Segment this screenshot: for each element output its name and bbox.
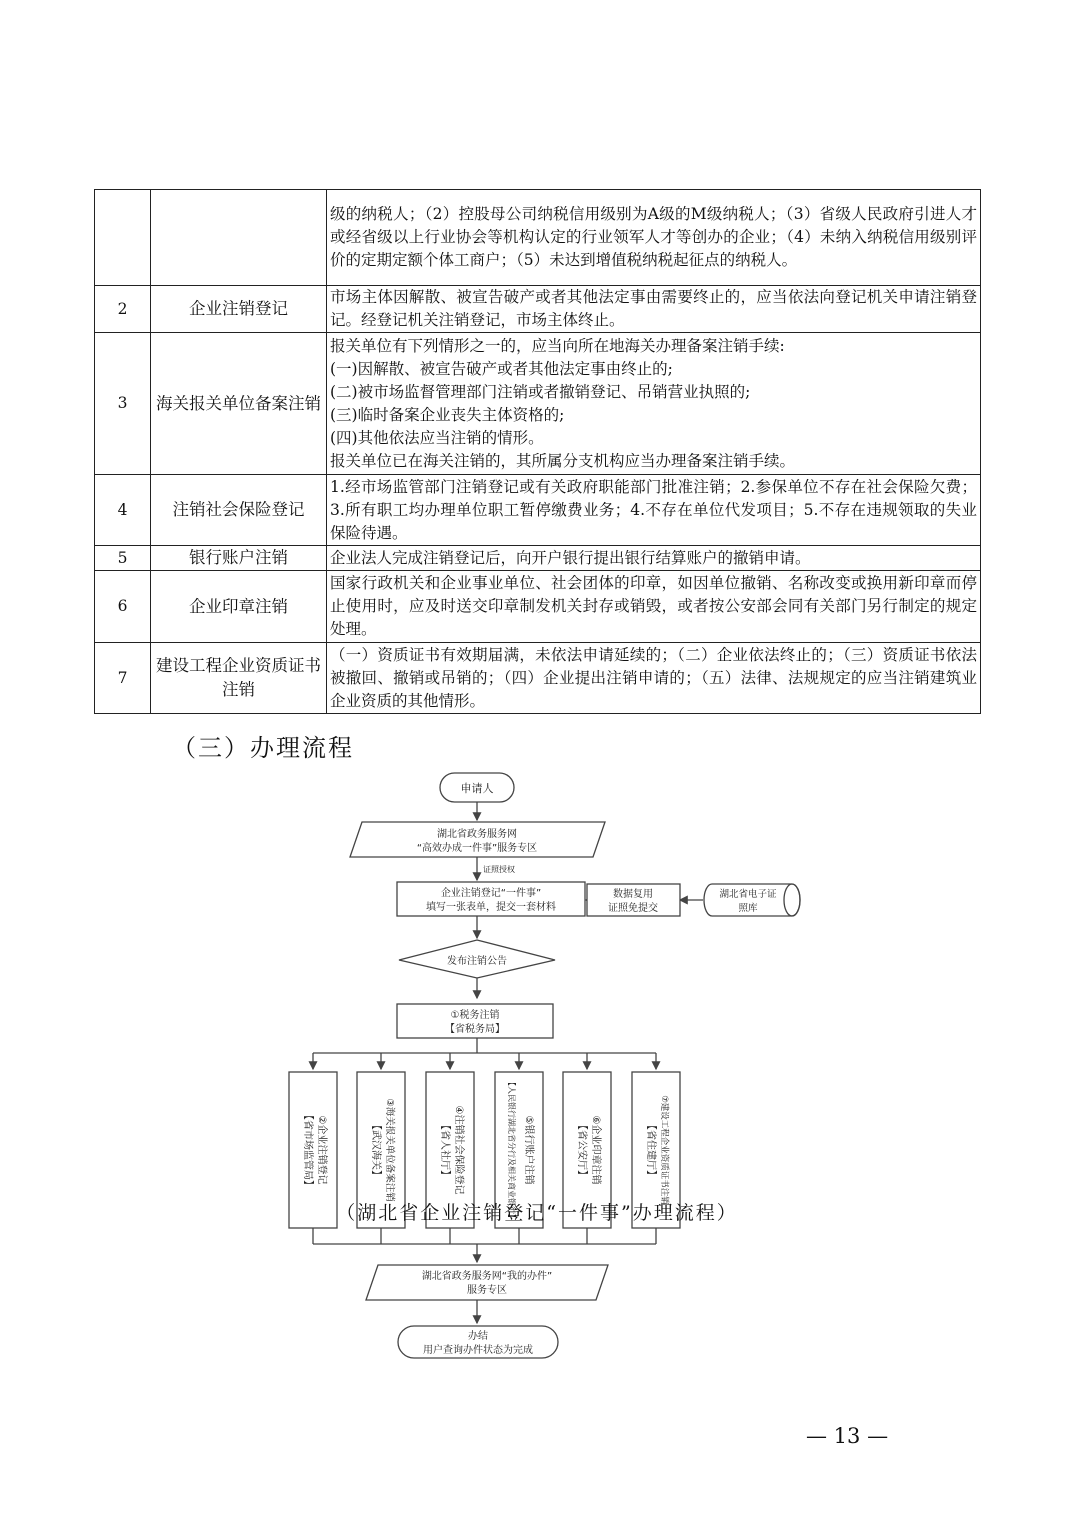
branch-6-agency: 【省住建厅】 xyxy=(645,1120,656,1180)
row-number xyxy=(95,190,151,286)
process-flowchart xyxy=(280,768,820,1368)
result-line1: 湖北省政务服务网“我的办件” xyxy=(421,1271,553,1282)
condition-line: (四)其他依法应当注销的情形。 xyxy=(330,428,544,447)
db-line2: 照库 xyxy=(738,903,758,914)
row-number: 5 xyxy=(95,546,151,571)
condition-line: 报关单位已在海关注销的，其所属分支机构应当办理备案注销手续。 xyxy=(330,451,796,470)
table-row xyxy=(95,190,981,286)
row-condition: 级的纳税人；（2）控股母公司纳税信用级别为A级的M级纳税人；（3）省级人民政府引进人才或经省级以上行业协会等机构认定的行业领军人才等创办的企业；（4）未纳入纳税信用级别评价的定期定额个体工商户；（5）未达到增值税纳税起征点的纳税人。 xyxy=(327,190,981,286)
row-condition: 企业法人完成注销登记后，向开户银行提出银行结算账户的撤销申请。 xyxy=(327,546,981,571)
row-item: 海关报关单位备案注销 xyxy=(151,333,327,475)
row-number: 7 xyxy=(95,643,151,714)
table-row xyxy=(95,475,981,546)
end-line2: 用户查询办件状态为完成 xyxy=(423,1345,533,1356)
branch-3-agency: 【省人社厅】 xyxy=(439,1120,450,1180)
table-row xyxy=(95,286,981,333)
db-line1: 湖北省电子证 xyxy=(719,889,777,900)
portal-line2: “高效办成一件事”服务专区 xyxy=(416,843,538,854)
form-line2: 填写一张表单，提交一套材料 xyxy=(426,902,556,913)
branch-2-agency: 【武汉海关】 xyxy=(370,1120,381,1180)
branch-4-agency: 【人民银行湖北省分行及相关商业银行】 xyxy=(507,1078,516,1222)
branch-6-main: ⑦建设工程企业资质证书注销 xyxy=(659,1095,669,1205)
branch-1-agency: 【省市场监管局】 xyxy=(302,1110,313,1190)
row-condition: 1.经市场监管部门注销登记或有关政府职能部门批准注销；2.参保单位不存在社会保险欠费；3.所有职工均办理单位职工暂停缴费业务；4.不存在单位代发项目；5.不存在违规领取的失业保险待遇。 xyxy=(327,475,981,546)
row-condition: 国家行政机关和企业事业单位、社会团体的印章，如因单位撤销、名称改变或换用新印章而停止使用时，应及时送交印章制发机关封存或销毁，或者按公安部会同有关部门另行制定的规定处理。 xyxy=(327,571,981,643)
branch-2-main: ③海关报关单位备案注销 xyxy=(384,1098,395,1202)
row-item: 银行账户注销 xyxy=(151,546,327,571)
reuse-line2: 证照免提交 xyxy=(608,903,658,914)
table-row xyxy=(95,546,981,571)
row-condition xyxy=(327,333,981,475)
row-number: 6 xyxy=(95,571,151,643)
table-row xyxy=(95,333,981,475)
announce-label: 发布注销公告 xyxy=(447,956,507,967)
row-item: 注销社会保险登记 xyxy=(151,475,327,546)
branch-1-main: ②企业注销登记 xyxy=(316,1115,327,1185)
row-condition: （一）资质证书有效期届满，未依法申请延续的；（二）企业依法终止的；（三）资质证书依法被撤回、撤销或吊销的；（四）企业提出注销申请的；（五）法律、法规规定的应当注销建筑业企业资质的其他情形。 xyxy=(327,643,981,714)
applicant-label: 申请人 xyxy=(460,782,494,795)
requirements-table xyxy=(94,189,981,714)
row-item: 企业印章注销 xyxy=(151,571,327,643)
row-condition: 市场主体因解散、被宣告破产或者其他法定事由需要终止的，应当依法向登记机关申请注销登记。经登记机关注销登记，市场主体终止。 xyxy=(327,286,981,333)
table-row xyxy=(95,643,981,714)
tax-line1: ①税务注销 xyxy=(450,1010,500,1021)
condition-line: (三)临时备案企业丧失主体资格的; xyxy=(330,405,565,424)
branch-4-main: ⑤银行账户注销 xyxy=(523,1115,534,1185)
figure-caption: （湖北省企业注销登记“一件事”办理流程） xyxy=(336,1202,738,1224)
end-line1: 办结 xyxy=(468,1331,488,1342)
table-row xyxy=(95,571,981,643)
reuse-line1: 数据复用 xyxy=(613,889,653,900)
condition-line: (一)因解散、被宣告破产或者其他法定事由终止的; xyxy=(330,359,673,378)
row-item xyxy=(151,190,327,286)
row-number: 3 xyxy=(95,333,151,475)
form-line1: 企业注销登记“一件事” xyxy=(440,888,542,899)
condition-line: 报关单位有下列情形之一的，应当向所在地海关办理备案注销手续: xyxy=(330,336,785,355)
branch-5-main: ⑥企业印章注销 xyxy=(590,1115,601,1185)
row-item: 建设工程企业资质证书注销 xyxy=(151,643,327,714)
branch-5-agency: 【省公安厅】 xyxy=(576,1120,587,1180)
row-number: 4 xyxy=(95,475,151,546)
page-number: — 13 — xyxy=(806,1424,889,1448)
portal-line1: 湖北省政务服务网 xyxy=(437,829,517,840)
branch-3-main: ④注销社会保险登记 xyxy=(453,1105,464,1195)
row-item: 企业注销登记 xyxy=(151,286,327,333)
result-line2: 服务专区 xyxy=(467,1285,507,1296)
row-number: 2 xyxy=(95,286,151,333)
auth-label: 证照授权 xyxy=(483,865,515,874)
tax-line2: 【省税务局】 xyxy=(445,1024,505,1035)
condition-line: (二)被市场监督管理部门注销或者撤销登记、吊销营业执照的; xyxy=(330,382,751,401)
section-title: （三）办理流程 xyxy=(172,734,354,762)
